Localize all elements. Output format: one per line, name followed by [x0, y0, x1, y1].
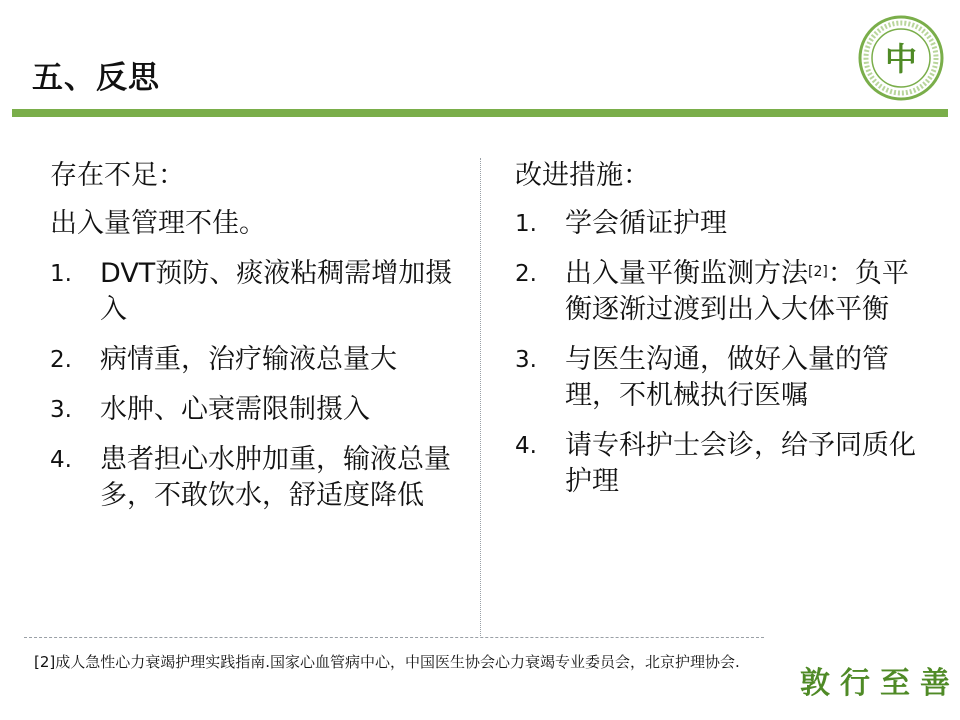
hospital-motto: 敦行至善	[800, 666, 960, 701]
item-number: 1.	[50, 261, 72, 287]
item-text: 请专科护士会诊，给予同质化护理	[565, 430, 916, 497]
list-item	[515, 342, 935, 414]
shortcomings-summary: 出入量管理不佳。	[50, 208, 266, 239]
item-text: 学会循证护理	[565, 208, 727, 239]
list-item	[515, 428, 935, 500]
shortcomings-heading: 存在不足：	[50, 160, 185, 191]
citation-marker: [2]	[808, 264, 828, 280]
list-item	[515, 256, 935, 328]
shortcomings-list	[50, 256, 460, 514]
list-item	[50, 442, 460, 514]
item-text: 出入量平衡监测方法	[565, 258, 808, 289]
item-number: 3.	[515, 347, 537, 373]
item-text: 病情重，治疗输液总量大	[100, 344, 397, 375]
item-text-continued: ：负平衡逐渐过渡到出入大体平衡	[565, 258, 909, 325]
page-title: 五、反思	[32, 60, 160, 96]
item-number: 3.	[50, 397, 72, 423]
logo-glyph: 中	[884, 40, 918, 78]
list-item	[50, 256, 460, 328]
item-text: 水肿、心衰需限制摄入	[100, 394, 370, 425]
item-number: 4.	[50, 447, 72, 473]
title-underline-bar	[12, 109, 948, 117]
item-text: 患者担心水肿加重，输液总量多，不敢饮水，舒适度降低	[100, 444, 451, 511]
item-number: 1.	[515, 211, 537, 237]
list-item	[50, 392, 460, 428]
item-text: DVT预防、痰液粘稠需增加摄入	[100, 258, 453, 325]
improvements-heading: 改进措施：	[515, 160, 650, 191]
item-text: 与医生沟通，做好入量的管理，不机械执行医嘱	[565, 344, 889, 411]
column-divider	[480, 158, 481, 636]
footnote-separator	[24, 637, 764, 638]
reference-footnote: [2]成人急性心力衰竭护理实践指南.国家心血管病中心，中国医生协会心力衰竭专业委员会，北京护理协会.	[34, 653, 740, 671]
shortcomings-column	[50, 158, 460, 528]
improvements-list	[515, 206, 935, 500]
list-item	[515, 206, 935, 242]
item-number: 2.	[515, 261, 537, 287]
list-item	[50, 342, 460, 378]
item-number: 2.	[50, 347, 72, 373]
hospital-logo-icon	[856, 14, 946, 102]
item-number: 4.	[515, 433, 537, 459]
improvements-column	[515, 158, 935, 514]
